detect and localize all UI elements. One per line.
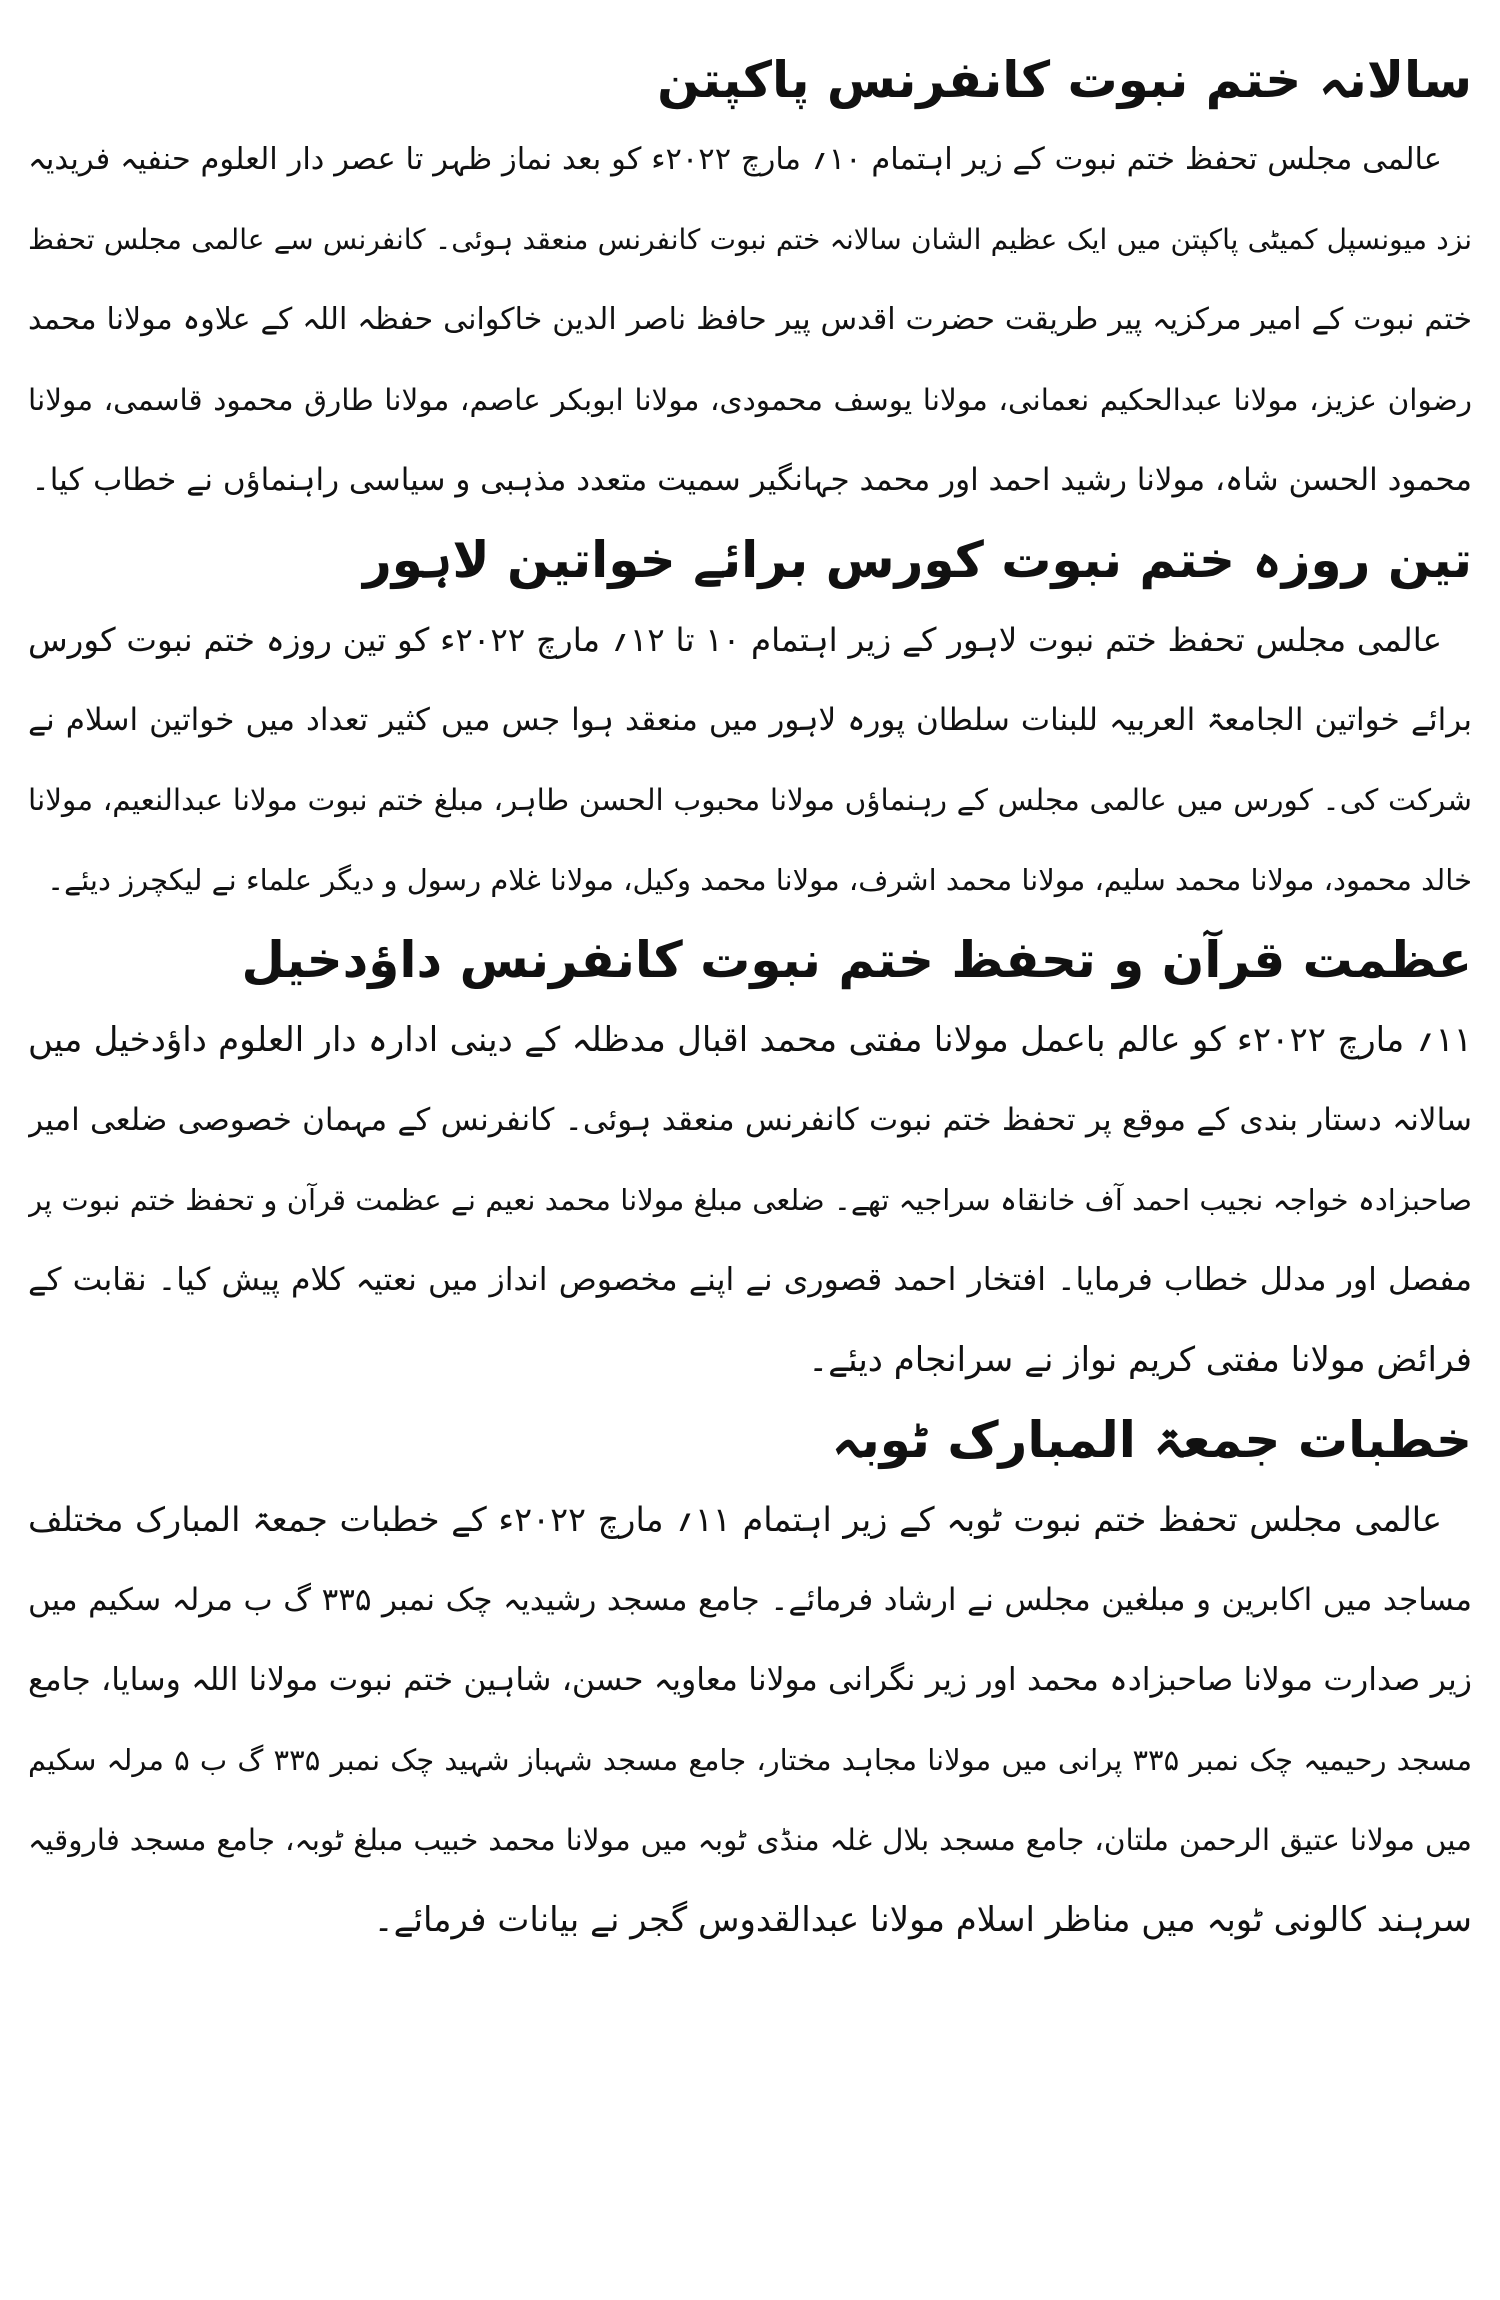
paragraph-line: خالد محمود، مولانا محمد سلیم، مولانا محمد اشرف، مولانا محمد وکیل، مولانا غلام رسول و دیگر علماء نے لیکچرز دیئے۔ [47,863,1472,897]
section-pakpattan-conference [28,40,1472,520]
paragraph-line: رضوان عزیز، مولانا عبدالحکیم نعمانی، مولانا یوسف محمودی، مولانا ابوبکر عاصم، مولانا طارق محمود قاسمی، مولانا [28,383,1472,417]
paragraph-line: ختم نبوت کے امیر مرکزیہ پیر طریقت حضرت اقدس پیر حافظ ناصر الدین خاکوانی حفظہ اللہ کے علاوہ مولانا محمد [28,302,1472,337]
paragraph-line: میں مولانا عتیق الرحمن ملتان، جامع مسجد بلال غلہ منڈی ٹوبہ میں مولانا محمد خبیب مبلغ ٹوبہ، جامع مسجد فاروقیہ [28,1823,1472,1857]
paragraph-line: فرائض مولانا مفتی کریم نواز نے سرانجام دیئے۔ [808,1340,1472,1380]
paragraph-line: سالانہ دستار بندی کے موقع پر تحفظ ختم نبوت کانفرنس منعقد ہوئی۔ کانفرنس کے مہمان خصوصی ضلعی امیر [28,1102,1472,1138]
section-toba-friday-sermons [28,1400,1472,1960]
section-heading: خطبات جمعۃ المبارک ٹوبہ [831,1411,1472,1469]
section-heading: تین روزہ ختم نبوت کورس برائے خواتین لاہور [362,531,1472,589]
paragraph-line: ۱۱؍ مارچ ۲۰۲۲ء کو عالم باعمل مولانا مفتی محمد اقبال مدظلہ کے دینی ادارہ دار العلوم داؤدخیل میں [28,1020,1472,1060]
paragraph-line: مساجد میں اکابرین و مبلغین مجلس نے ارشاد فرمائے۔ جامع مسجد رشیدیہ چک نمبر ۳۳۵ گ ب مرلہ سکیم میں [28,1582,1472,1618]
paragraph-line: زیر صدارت مولانا صاحبزادہ محمد اور زیر نگرانی مولانا معاویہ حسن، شاہین ختم نبوت مولانا اللہ وسایا، جامع [28,1662,1472,1698]
paragraph-line: مفصل اور مدلل خطاب فرمایا۔ افتخار احمد قصوری نے اپنے مخصوص انداز میں نعتیہ کلام پیش کیا۔ نقابت کے [28,1262,1472,1298]
section-lahore-women-course [28,520,1472,920]
paragraph-line: نزد میونسپل کمیٹی پاکپتن میں ایک عظیم الشان سالانہ ختم نبوت کانفرنس منعقد ہوئی۔ کانفرنس سے عالمی مجلس تحفظ [28,223,1472,256]
paragraph-line: صاحبزادہ خواجہ نجیب احمد آف خانقاہ سراجیہ تھے۔ ضلعی مبلغ مولانا محمد نعیم نے عظمت قرآن و تحفظ ختم نبوت پر [28,1183,1472,1217]
article-page [28,40,1472,1960]
section-daudkhel-conference [28,920,1472,1400]
paragraph-line: عالمی مجلس تحفظ ختم نبوت ٹوبہ کے زیر اہتمام ۱۱؍ مارچ ۲۰۲۲ء کے خطبات جمعۃ المبارک مختلف [28,1500,1442,1539]
section-heading: عظمت قرآن و تحفظ ختم نبوت کانفرنس داؤدخیل [241,931,1472,989]
paragraph-line: عالمی مجلس تحفظ ختم نبوت کے زیر اہتمام ۱۰؍ مارچ ۲۰۲۲ء کو بعد نماز ظہر تا عصر دار العلوم حنفیہ فریدیہ [28,142,1442,177]
paragraph-line: سرہند کالونی ٹوبہ میں مناظر اسلام مولانا عبدالقدوس گجر نے بیانات فرمائے۔ [373,1900,1472,1940]
paragraph-line: برائے خواتین الجامعۃ العربیہ للبنات سلطان پورہ لاہور میں منعقد ہوا جس میں کثیر تعداد میں خواتین اسلام نے [28,702,1472,738]
paragraph-line: شرکت کی۔ کورس میں عالمی مجلس کے رہنماؤں مولانا محبوب الحسن طاہر، مبلغ ختم نبوت مولانا عبدالنعیم، مولانا [28,783,1472,817]
paragraph-line: محمود الحسن شاہ، مولانا رشید احمد اور محمد جہانگیر سمیت متعدد مذہبی و سیاسی راہنماؤں نے خطاب کیا۔ [31,462,1472,498]
section-heading: سالانہ ختم نبوت کانفرنس پاکپتن [657,51,1472,109]
paragraph-line: مسجد رحیمیہ چک نمبر ۳۳۵ پرانی میں مولانا مجاہد مختار، جامع مسجد شہباز شہید چک نمبر ۳۳۵ گ ب ۵ مرلہ سکیم [28,1743,1472,1777]
paragraph-line: عالمی مجلس تحفظ ختم نبوت لاہور کے زیر اہتمام ۱۰ تا ۱۲؍ مارچ ۲۰۲۲ء کو تین روزہ ختم نبوت کورس [28,621,1442,659]
